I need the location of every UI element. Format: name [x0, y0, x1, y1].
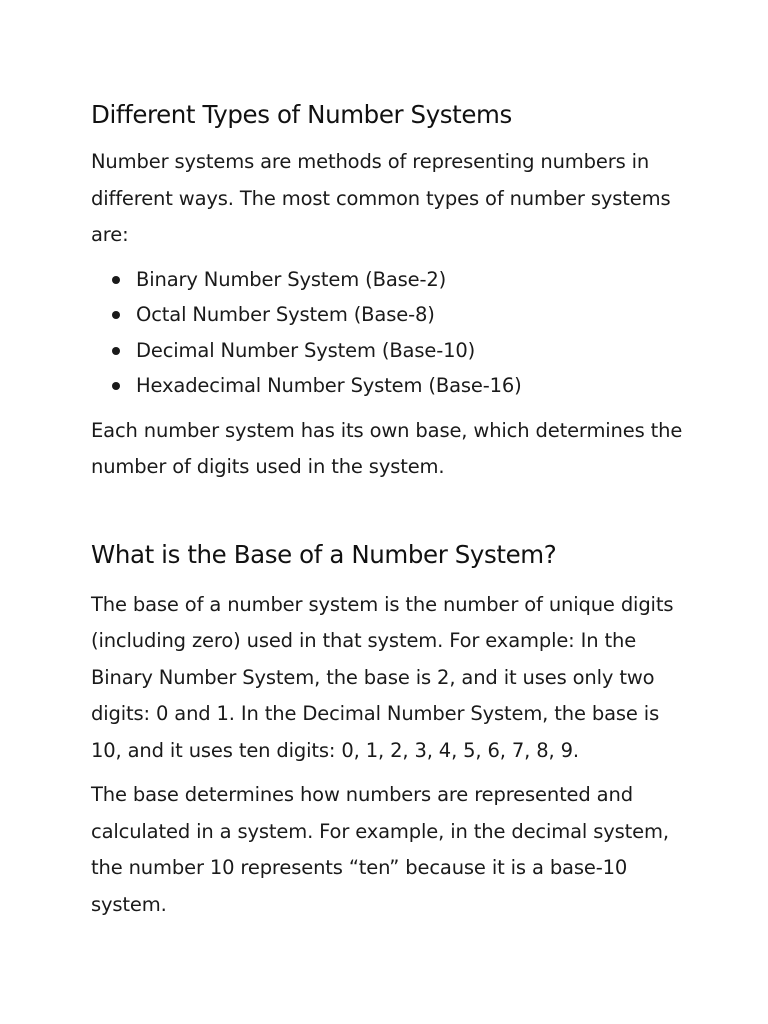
number-system-list	[91, 262, 691, 404]
base-explanation-paragraph: The base determines how numbers are represented and calculated in a system. For example, in the decimal system, the number 10 represents “ten” because it is a base-10 system.	[91, 783, 669, 916]
bullet-icon	[112, 382, 120, 390]
section-heading-number-system-types: Different Types of Number Systems	[91, 100, 512, 129]
base-definition-paragraph: The base of a number system is the number of unique digits (including zero) used in that system. For example: In the Binary Number System, the base is 2, and it uses only two digits: 0 and 1. In the Decimal Number System, the base is 10, and it uses ten digits: 0, 1, 2, 3, 4, 5, 6, 7, 8, 9.	[91, 592, 674, 762]
document-page	[91, 96, 691, 923]
list-item-text: Decimal Number System (Base-10)	[136, 338, 476, 362]
intro-paragraph: Number systems are methods of representing numbers in different ways. The most common types of number systems are:	[91, 150, 671, 246]
list-item-text: Hexadecimal Number System (Base-16)	[136, 374, 522, 397]
list-item-text: Binary Number System (Base-2)	[136, 267, 447, 291]
list-item	[91, 297, 691, 333]
bullet-icon	[112, 347, 120, 355]
list-item	[91, 262, 691, 298]
section-heading-base: What is the Base of a Number System?	[91, 539, 557, 569]
bullet-icon	[112, 311, 120, 319]
bullet-icon	[112, 276, 120, 284]
closing-paragraph: Each number system has its own base, which determines the number of digits used in the system.	[91, 418, 683, 478]
list-item	[91, 333, 691, 369]
list-item	[91, 368, 691, 404]
list-item-text: Octal Number System (Base-8)	[136, 303, 435, 326]
